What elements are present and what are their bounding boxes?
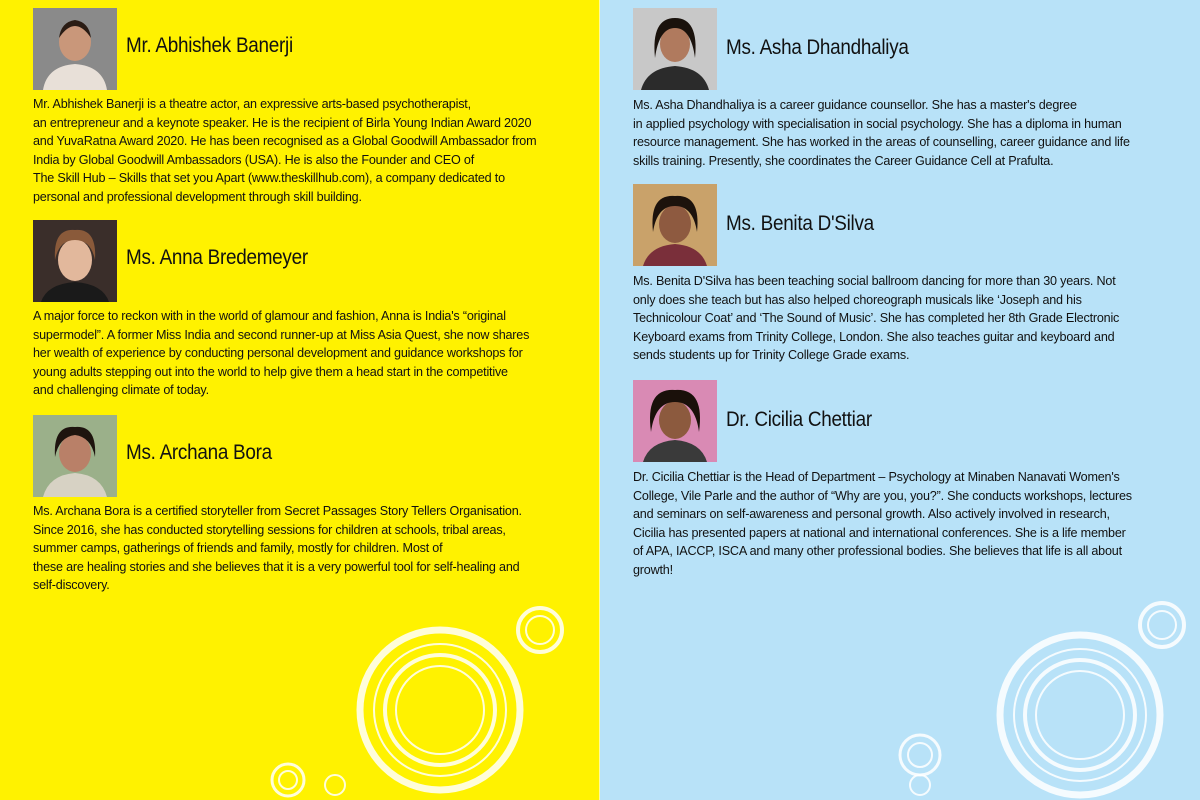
speaker-photo [633, 184, 717, 266]
portrait-photo-icon [33, 415, 117, 497]
speaker-photo [33, 220, 117, 302]
portrait-photo-icon [633, 184, 717, 266]
speaker-bio: Dr. Cicilia Chettiar is the Head of Department – Psychology at Minaben Nanavati Women's College, Vile Parle and the author of “Why are you, you?”. She conducts workshops, lectures and seminars on self-awareness and personal growth. Also actively involved in research, Cicilia has presented papers at national and international conferences. She is a life member of APA, IACCP, ISCA and many other professional bodies. She believes that life is all about growth! [633, 470, 1132, 577]
decorative-circles [260, 600, 600, 800]
speaker-bio: Ms. Benita D'Silva has been teaching social ballroom dancing for more than 30 years. Not only does she teach but has also helped choreograph musicals like ‘Joseph and his Technicolour Coat’ and ‘The Sound of Music’. She has completed her 8th Grade Electronic Keyboard exams from Trinity College, London. She also teaches guitar and keyboard and sends students up for Trinity College Grade exams. [633, 274, 1120, 362]
speaker-photo [33, 8, 117, 90]
speaker-name: Dr. Cicilia Chettiar [726, 408, 872, 431]
speaker-photo [633, 380, 717, 462]
speaker-photo [33, 415, 117, 497]
portrait-photo-icon [633, 380, 717, 462]
speaker-bio: Ms. Asha Dhandhaliya is a career guidance counsellor. She has a master's degree in applied psychology with specialisation in social psychology. She has a diploma in human resource management. She has worked in the areas of counselling, career guidance and life skills training. Presently, she coordinates the Career Guidance Cell at Prafulta. [633, 98, 1130, 168]
speaker-name: Mr. Abhishek Banerji [126, 34, 293, 57]
speaker-name: Ms. Asha Dhandhaliya [726, 36, 909, 59]
portrait-photo-icon [33, 8, 117, 90]
speaker-bio: Mr. Abhishek Banerji is a theatre actor, an expressive arts-based psychotherapist, an entrepreneur and a keynote speaker. He is the recipient of Birla Young Indian Award 2020 and YuvaRatna Award 2020. He has been recognised as a Global Goodwill Ambassador from India by Global Goodwill Ambassadors (USA). He is also the Founder and CEO of The Skill Hub – Skills that set you Apart (www.theskillhub.com), a company dedicated to personal and professional development through skill building. [33, 97, 537, 204]
portrait-photo-icon [33, 220, 117, 302]
speaker-name: Ms. Archana Bora [126, 441, 272, 464]
speaker-bio: Ms. Archana Bora is a certified storyteller from Secret Passages Story Tellers Organisation. Since 2016, she has conducted storytelling sessions for children at schools, tribal areas, summer camps, gatherings of friends and family, mostly for children. Most of these are healing stories and she believes that it is a very powerful tool for self-healing and self-discovery. [33, 504, 522, 592]
speaker-photo [633, 8, 717, 90]
speaker-name: Ms. Benita D'Silva [726, 212, 874, 235]
speaker-name: Ms. Anna Bredemeyer [126, 246, 308, 269]
right-panel [600, 0, 1200, 800]
decorative-circles [880, 595, 1200, 800]
speaker-bio: A major force to reckon with in the world of glamour and fashion, Anna is India's “original supermodel”. A former Miss India and second runner-up at Miss Asia Quest, she now shares her wealth of experience by conducting personal development and guidance workshops for young adults stepping out into the world to help give them a head start in the competitive and challenging climate of today. [33, 309, 530, 397]
portrait-photo-icon [633, 8, 717, 90]
